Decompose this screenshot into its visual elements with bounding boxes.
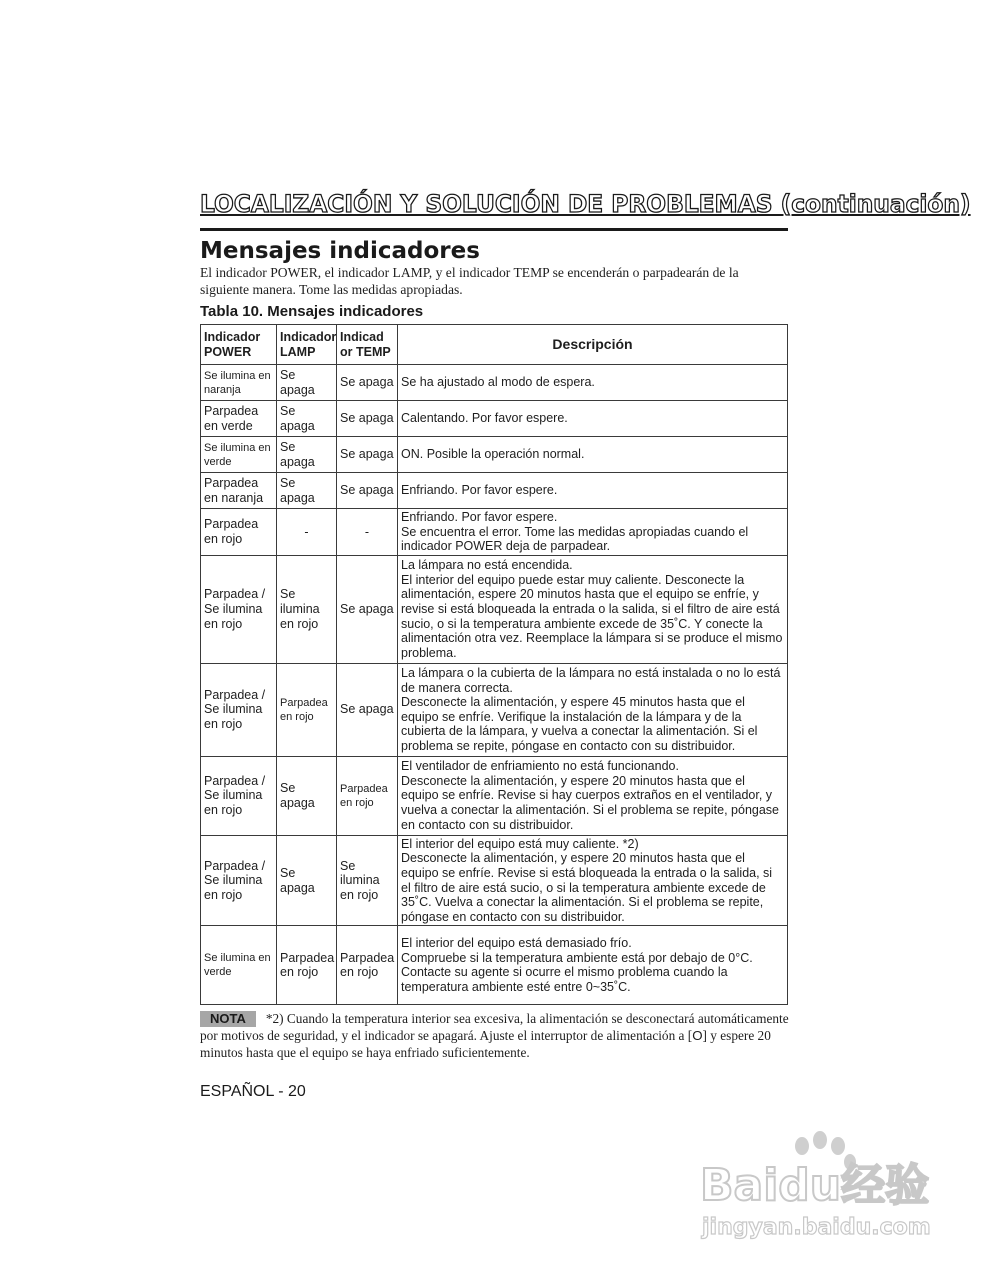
cell-description: El interior del equipo está demasiado frío. Compruebe si la temperatura ambiente está por debajo de 0°C. Contacte su agente si ocurre el mismo problema cuando la temperatura ambiente esté entre 0~35˚C. xyxy=(398,926,788,1005)
cell-temp: Se apaga xyxy=(337,555,398,663)
table-row xyxy=(201,473,788,509)
note-text-before: *2) Cuando la temperatura interior sea excesiva, la alimentación se desconectará automáticamente por motivos de seguridad, y el indicador se apagará. Ajuste el interruptor de alimentación a [ xyxy=(200,1011,789,1043)
table-row xyxy=(201,401,788,437)
watermark-url: jingyan.baidu.com xyxy=(702,1215,931,1240)
watermark-logo: Baidu经验 xyxy=(700,1160,930,1211)
cell-temp: Se apaga xyxy=(337,437,398,473)
cell-temp: Se apaga xyxy=(337,365,398,401)
header-temp: Indicad or TEMP xyxy=(337,325,398,365)
cell-lamp: Se apaga xyxy=(277,473,337,509)
cell-description: La lámpara o la cubierta de la lámpara no está instalada o no lo está de manera correcta. Desconecte la alimentación, y espere 45 minutos hasta que el equipo se enfríe. Verifique la instalación de la lámpara y de la cubierta de la lámpara, y vuelva a conectar la alimentación. Si el problema se repite, póngase en contacto con su distribuidor. xyxy=(398,663,788,756)
note-text-after: ] y espere 20 minutos hasta que el equipo se haya enfriado suficientemente. xyxy=(200,1028,771,1060)
cell-power: Parpadea / Se ilumina en rojo xyxy=(201,756,277,835)
cell-description: Se ha ajustado al modo de espera. xyxy=(398,365,788,401)
table-row xyxy=(201,756,788,835)
cell-power: Se ilumina en verde xyxy=(201,926,277,1005)
cell-lamp: Se apaga xyxy=(277,835,337,926)
page-title: LOCALIZACIÓN Y SOLUCIÓN DE PROBLEMAS (continuación) xyxy=(200,190,971,218)
cell-power: Se ilumina en verde xyxy=(201,437,277,473)
indicator-messages-table xyxy=(200,324,788,1005)
cell-temp: Se ilumina en rojo xyxy=(337,835,398,926)
cell-temp: Parpadea en rojo xyxy=(337,926,398,1005)
cell-power: Parpadea en rojo xyxy=(201,509,277,556)
cell-power: Parpadea en verde xyxy=(201,401,277,437)
cell-temp: Parpadea en rojo xyxy=(337,756,398,835)
cell-power: Parpadea / Se ilumina en rojo xyxy=(201,663,277,756)
page-number: ESPAÑOL - 20 xyxy=(200,1083,306,1100)
intro-paragraph: El indicador POWER, el indicador LAMP, y el indicador TEMP se encenderán o parpadearán de la siguiente manera. Tome las medidas apropiadas. xyxy=(200,265,739,297)
cell-power: Parpadea en naranja xyxy=(201,473,277,509)
cell-description: ON. Posible la operación normal. xyxy=(398,437,788,473)
table-row xyxy=(201,437,788,473)
power-symbol: O xyxy=(692,1028,703,1043)
section-heading: Mensajes indicadores xyxy=(200,238,480,264)
note-badge: NOTA xyxy=(200,1011,256,1027)
table-row xyxy=(201,365,788,401)
cell-temp: Se apaga xyxy=(337,473,398,509)
table-header-row xyxy=(201,325,788,365)
cell-lamp: Parpadea en rojo xyxy=(277,663,337,756)
cell-lamp: Parpadea en rojo xyxy=(277,926,337,1005)
table-row xyxy=(201,555,788,663)
cell-description: Calentando. Por favor espere. xyxy=(398,401,788,437)
cell-power: Parpadea / Se ilumina en rojo xyxy=(201,555,277,663)
cell-temp: Se apaga xyxy=(337,401,398,437)
table-row xyxy=(201,926,788,1005)
cell-temp: - xyxy=(337,509,398,556)
baidu-watermark xyxy=(700,1128,940,1243)
header-lamp: Indicador LAMP xyxy=(277,325,337,365)
header-power: Indicador POWER xyxy=(201,325,277,365)
cell-description: Enfriando. Por favor espere. Se encuentra el error. Tome las medidas apropiadas cuando el indicador POWER deja de parpadear. xyxy=(398,509,788,556)
cell-lamp: Se apaga xyxy=(277,437,337,473)
cell-lamp: Se ilumina en rojo xyxy=(277,555,337,663)
cell-description: La lámpara no está encendida. El interior del equipo puede estar muy caliente. Desconecte la alimentación, espere 20 minutos hasta que el equipo se enfríe, y revise si está bloqueada la entrada o la salida, si el filtro de aire está sucio, o si la temperatura ambiente excede de 35˚C. Y conecte la alimentación otra vez. Reemplace la lámpara si se produce el mismo problema. xyxy=(398,555,788,663)
cell-temp: Se apaga xyxy=(337,663,398,756)
note-block xyxy=(200,1010,790,1061)
cell-lamp: Se apaga xyxy=(277,401,337,437)
cell-description: El interior del equipo está muy caliente. *2) Desconecte la alimentación, y espere 20 minutos hasta que el equipo se enfríe. Revise si está bloqueada la entrada o la salida, si el filtro de aire está sucio, o si la temperatura ambiente excede de 35˚C. Vuelva a conectar la alimentación. Si el problema se repite, póngase en contacto con su distribuidor. xyxy=(398,835,788,926)
cell-description: Enfriando. Por favor espere. xyxy=(398,473,788,509)
cell-lamp: - xyxy=(277,509,337,556)
header-description: Descripción xyxy=(398,325,788,365)
cell-power: Parpadea / Se ilumina en rojo xyxy=(201,835,277,926)
cell-power: Se ilumina en naranja xyxy=(201,365,277,401)
cell-lamp: Se apaga xyxy=(277,756,337,835)
table-row xyxy=(201,835,788,926)
table-row xyxy=(201,509,788,556)
cell-description: El ventilador de enfriamiento no está funcionando. Desconecte la alimentación, y espere 20 minutos hasta que el equipo se enfríe. Revise si hay cuerpos extraños en el ventilador, y vuelva a conectar la alimentación. Si el problema se repite, póngase en contacto con su distribuidor. xyxy=(398,756,788,835)
cell-lamp: Se apaga xyxy=(277,365,337,401)
table-caption: Tabla 10. Mensajes indicadores xyxy=(200,303,424,320)
table-row xyxy=(201,663,788,756)
title-rule xyxy=(200,228,788,231)
